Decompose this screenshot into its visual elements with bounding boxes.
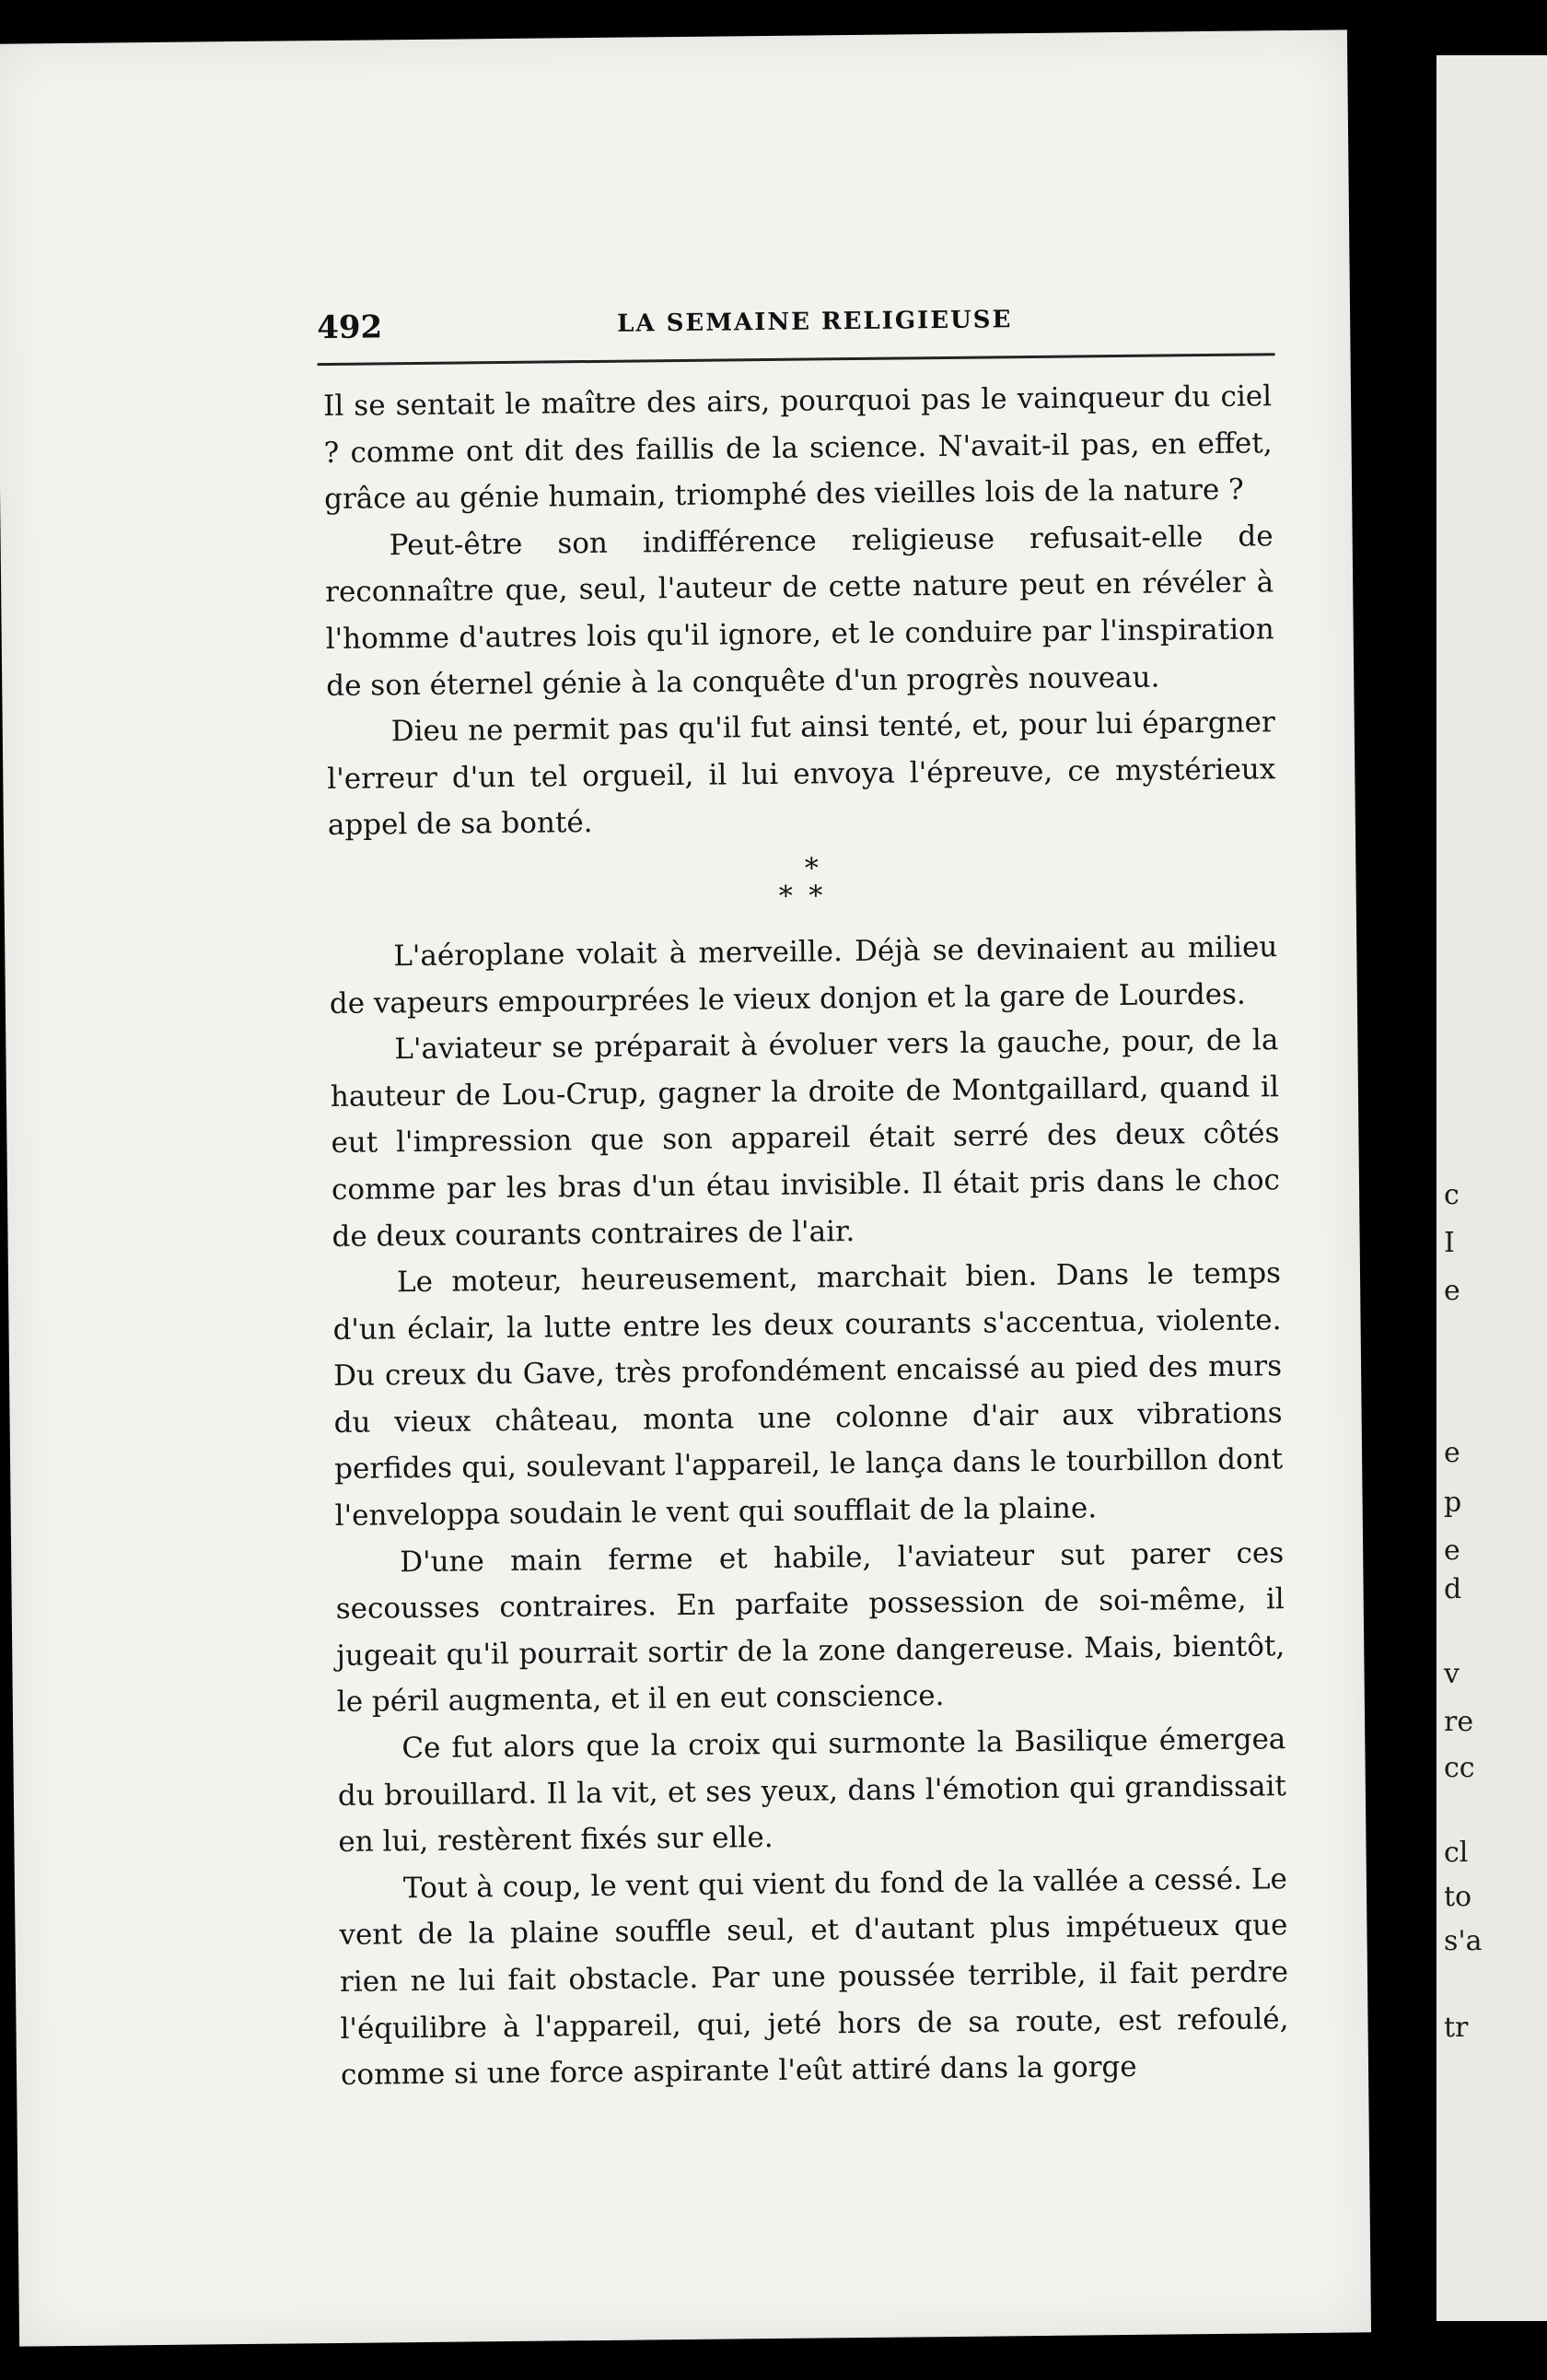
paragraph: L'aviateur se préparait à évoluer vers la gauche, pour, de la hauteur de Lou-Crup, gagner la droite de Montgaillard, quand il eut l'impression que son appareil était serré des deux côtés comme par les bras d'un étau invisible. Il était pris dans le choc de deux courants contraires de l'air. — [330, 1023, 1281, 1254]
adjacent-page-fragment: d — [1444, 1573, 1462, 1605]
asterism-bottom: * * — [778, 880, 827, 913]
adjacent-page-fragment: v — [1444, 1658, 1460, 1690]
adjacent-page-edge — [1436, 55, 1547, 2321]
adjacent-page-fragment: cl — [1444, 1837, 1469, 1869]
adjacent-page-fragment: s'a — [1444, 1925, 1483, 1957]
header-rule — [318, 353, 1275, 366]
adjacent-page-fragment: I — [1444, 1227, 1455, 1259]
paragraph: L'aéroplane volait à merveille. Déjà se devinaient au milieu de vapeurs empourprées le vieux donjon et la gare de Lourdes. — [329, 930, 1278, 1021]
paragraph: Peut-être son indifférence religieuse refusait-elle de reconnaître que, seul, l'auteur de cette nature peut en révéler à l'homme d'autres lois qu'il ignore, et le conduire par l'inspiration de son éternel génie à la conquête d'un progrès nouveau. — [325, 519, 1274, 703]
paragraph: D'une main ferme et habile, l'aviateur sut parer ces secousses contraires. En parfaite possession de soi-même, il jugeait qu'il pourrait sortir de la zone dangereuse. Mais, bientôt, le péril augmenta, et il en eut conscience. — [335, 1535, 1285, 1720]
paragraph: Ce fut alors que la croix qui surmonte la Basilique émergea du brouillard. Il la vit, et ses yeux, dans l'émotion qui grandissait en lui, restèrent fixés sur elle. — [337, 1722, 1287, 1860]
adjacent-page-fragment: re — [1444, 1706, 1474, 1738]
page-header — [317, 299, 1274, 356]
adjacent-page-fragment: e — [1444, 1275, 1460, 1307]
asterism-top: * — [804, 852, 823, 885]
book-page — [0, 29, 1371, 2346]
adjacent-page-fragment: e — [1444, 1437, 1460, 1469]
paragraph: Dieu ne permit pas qu'il fut ainsi tenté, et, pour lui épargner l'erreur d'un tel orgueil, il lui envoya l'épreuve, ce mystérieux appel de sa bonté. — [327, 706, 1276, 843]
adjacent-page-fragment: tr — [1444, 2012, 1469, 2044]
paragraph: Il se sentait le maître des airs, pourquoi pas le vainqueur du ciel ? comme ont dit des faillis de la science. N'avait-il pas, en effet, grâce au génie humain, triomphé des vieilles lois de la nature ? — [322, 379, 1273, 517]
adjacent-page-fragment: e — [1444, 1534, 1460, 1567]
adjacent-page-fragment: cc — [1444, 1752, 1475, 1784]
adjacent-page-fragment: c — [1444, 1179, 1460, 1211]
section-break-asterism — [328, 839, 1277, 934]
paragraph: Le moteur, heureusement, marchait bien. Dans le temps d'un éclair, la lutte entre les deux courants s'accentua, violente. Du creux du Gave, très profondément encaissé au pied des murs du vieux château, monta une colonne d'air aux vibrations perfides qui, soulevant l'appareil, le lança dans le tourbillon dont l'enveloppa soudain le vent qui soufflait de la plaine. — [332, 1256, 1284, 1534]
running-title: LA SEMAINE RELIGIEUSE — [617, 306, 1013, 338]
paragraph: Tout à coup, le vent qui vient du fond de la vallée a cessé. Le vent de la plaine souffle seul, et d'autant plus impétueux que rien ne lui fait obstacle. Par une poussée terrible, il fait perdre l'équilibre à l'appareil, qui, jeté hors de sa route, est refoulé, comme si une force aspirante l'eût attiré dans la gorge — [339, 1861, 1289, 2093]
page-body — [323, 373, 1289, 2098]
page-number: 492 — [316, 309, 383, 347]
adjacent-page-fragment: to — [1444, 1881, 1472, 1913]
adjacent-page-fragment: p — [1444, 1487, 1462, 1519]
